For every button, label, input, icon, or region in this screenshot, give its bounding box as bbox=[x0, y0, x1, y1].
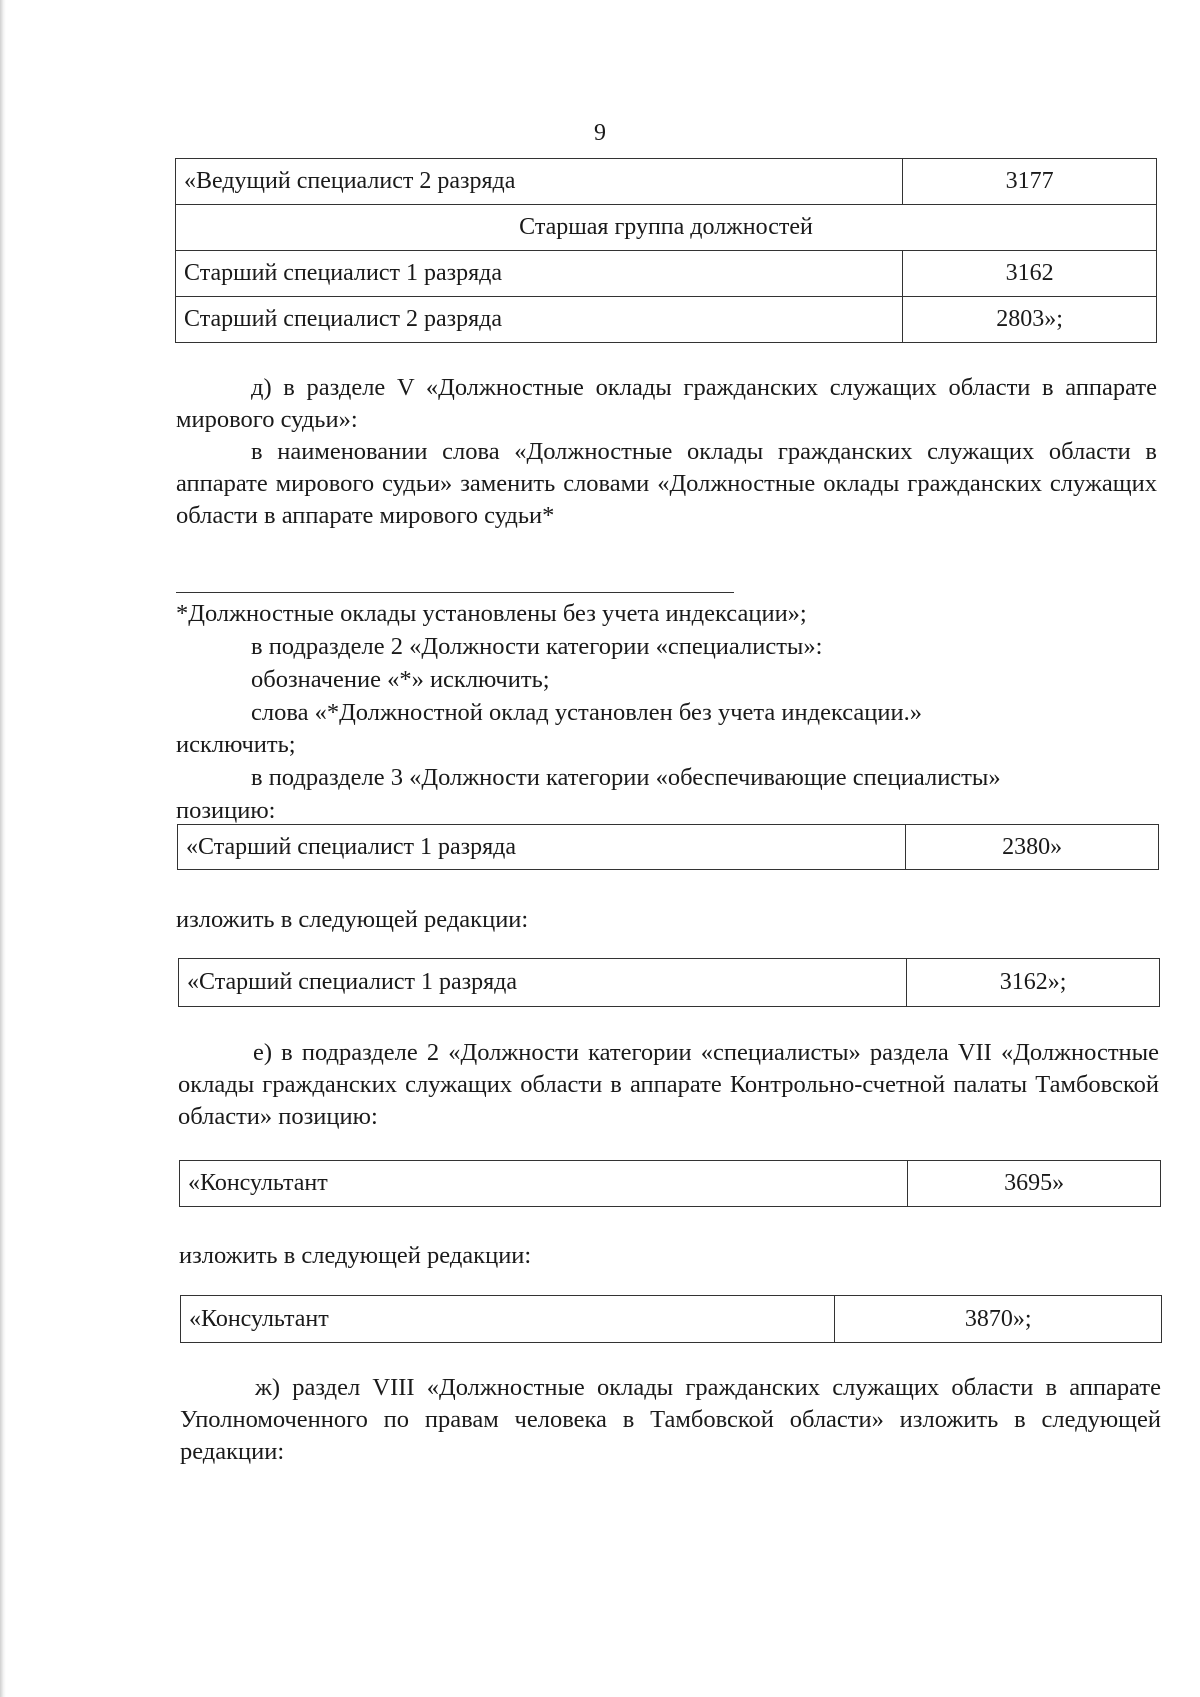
remove-words-line: слова «*Должностной оклад установлен без учета индексации.» bbox=[251, 699, 923, 726]
position-title: «Старший специалист 1 разряда bbox=[179, 959, 907, 1007]
position-title: Старший специалист 2 разряда bbox=[176, 297, 903, 343]
salary-value: 3177 bbox=[903, 159, 1157, 205]
table-row bbox=[181, 1296, 1162, 1343]
position-line: позицию: bbox=[176, 797, 276, 824]
salary-value: 3162»; bbox=[907, 959, 1160, 1007]
table-row bbox=[176, 251, 1157, 297]
salary-table-new-senior bbox=[178, 958, 1160, 1007]
restate-line-1: изложить в следующей редакции: bbox=[176, 906, 529, 933]
position-title: «Консультант bbox=[181, 1296, 835, 1343]
subsection-3-line: в подразделе 3 «Должности категории «обеспечивающие специалисты» bbox=[251, 764, 1001, 791]
footnote-rule bbox=[176, 592, 734, 593]
group-header: Старшая группа должностей bbox=[176, 205, 1157, 251]
restate-line-2: изложить в следующей редакции: bbox=[179, 1242, 532, 1269]
salary-table-old-consultant bbox=[179, 1160, 1161, 1207]
table-row bbox=[176, 297, 1157, 343]
salary-table-top bbox=[175, 158, 1157, 343]
salary-value: 3870»; bbox=[835, 1296, 1162, 1343]
position-title: «Ведущий специалист 2 разряда bbox=[176, 159, 903, 205]
scan-edge bbox=[0, 0, 6, 1697]
table-row bbox=[179, 959, 1160, 1007]
exclude-line: исключить; bbox=[176, 731, 296, 758]
position-title: Старший специалист 1 разряда bbox=[176, 251, 903, 297]
table-row bbox=[176, 159, 1157, 205]
salary-value: 3695» bbox=[908, 1161, 1161, 1207]
salary-table-new-consultant bbox=[180, 1295, 1162, 1343]
salary-value: 2380» bbox=[906, 825, 1159, 870]
position-title: «Консультант bbox=[180, 1161, 908, 1207]
position-title: «Старший специалист 1 разряда bbox=[178, 825, 906, 870]
paragraph-d: д) в разделе V «Должностные оклады гражданских служащих области в аппарате мирового судьи»: bbox=[176, 374, 1157, 433]
page-number: 9 bbox=[594, 120, 606, 146]
remove-mark-line: обозначение «*» исключить; bbox=[251, 666, 550, 693]
salary-table-old-senior bbox=[177, 824, 1159, 870]
table-row bbox=[180, 1161, 1161, 1207]
table-row bbox=[178, 825, 1159, 870]
table-row bbox=[176, 205, 1157, 251]
subsection-2-line: в подразделе 2 «Должности категории «специалисты»: bbox=[251, 633, 823, 660]
paragraph-zh: ж) раздел VIII «Должностные оклады гражданских служащих области в аппарате Уполномоченного по правам человека в Тамбовской области» изложить в следующей редакции: bbox=[180, 1374, 1161, 1465]
paragraph-e: е) в подразделе 2 «Должности категории «специалисты» раздела VII «Должностные оклады гражданских служащих области в аппарате Контрольно-счетной палаты Тамбовской области» позицию: bbox=[178, 1039, 1159, 1130]
salary-value: 2803»; bbox=[903, 297, 1157, 343]
footnote-text: *Должностные оклады установлены без учета индексации»; bbox=[176, 600, 807, 627]
paragraph-d-rename: в наименовании слова «Должностные оклады гражданских служащих области в аппарате мирового судьи» заменить словами «Должностные оклады гражданских служащих области в аппарате мирового судьи* bbox=[176, 438, 1157, 529]
salary-value: 3162 bbox=[903, 251, 1157, 297]
